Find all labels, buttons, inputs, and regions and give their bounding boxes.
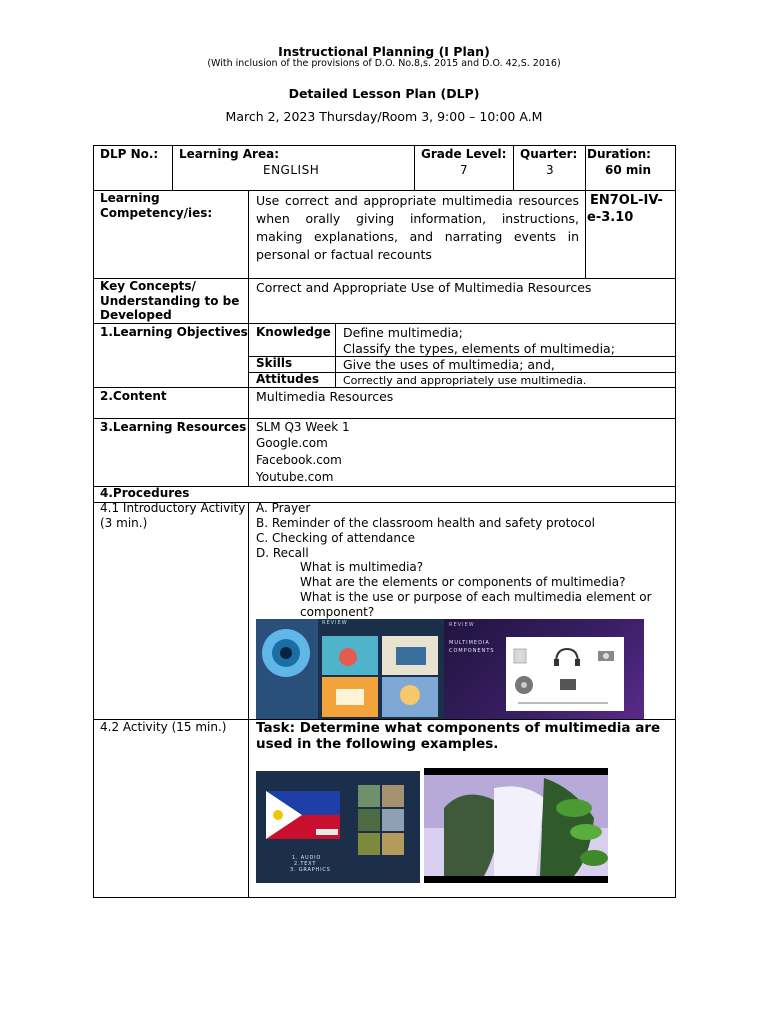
review-tag: REVIEW — [322, 620, 348, 626]
recall-question: component? — [300, 605, 375, 619]
competency-code-cell — [585, 190, 676, 279]
concepts-value-cell — [248, 278, 676, 324]
multimedia-components-slide — [444, 619, 644, 719]
resource-item: SLM Q3 Week 1 — [256, 420, 350, 434]
recall-question: What is the use or purpose of each multimedia element or — [300, 590, 652, 604]
review-slide-image — [256, 619, 444, 719]
intro-item: C. Checking of attendance — [256, 531, 415, 545]
waterfall-video-frame — [424, 768, 608, 883]
review-tag-2: REVIEW — [449, 622, 475, 628]
grade-level-value: 7 — [460, 163, 468, 177]
concepts-label-cell — [93, 278, 249, 324]
attitudes-value-cell — [335, 372, 676, 388]
competency-line-4: personal or factual recounts — [256, 247, 432, 262]
components-icons — [506, 637, 624, 711]
attitudes-value: Correctly and appropriately use multimedia. — [343, 374, 587, 387]
recall-question: What are the elements or components of multimedia? — [300, 575, 626, 589]
intro-time: (3 min.) — [100, 516, 148, 530]
slide-list-item: 2.TEXT — [294, 861, 317, 867]
competency-text-cell — [248, 190, 586, 279]
knowledge-value-2: Classify the types, elements of multimedia; — [343, 341, 615, 356]
duration-label: Duration: — [587, 147, 651, 161]
intro-content-cell — [248, 502, 676, 720]
activity-label-cell — [93, 719, 249, 898]
intro-item: D. Recall — [256, 546, 309, 560]
skills-label: Skills — [256, 356, 293, 370]
content-label: 2.Content — [100, 389, 167, 403]
knowledge-label-cell — [248, 323, 336, 357]
grade-level-label: Grade Level: — [421, 147, 507, 161]
knowledge-value-cell — [335, 323, 676, 357]
quarter-value: 3 — [546, 163, 554, 177]
plan-title: Instructional Planning (I Plan) — [278, 44, 490, 59]
competency-code-1: EN7OL-IV- — [590, 193, 663, 208]
resources-value-cell — [248, 418, 676, 487]
activity-content-cell — [248, 719, 676, 898]
quarter-label: Quarter: — [520, 147, 578, 161]
activity-label: 4.2 Activity (15 min.) — [100, 720, 227, 734]
resource-item: Youtube.com — [256, 470, 334, 484]
resources-label-cell — [93, 418, 249, 487]
skills-value: Give the uses of multimedia; and, — [343, 357, 555, 372]
competency-label: Learning Competency/ies: — [100, 191, 213, 220]
objectives-label-cell — [93, 323, 249, 388]
attitudes-label-cell — [248, 372, 336, 388]
skills-value-cell — [335, 356, 676, 373]
eye-illustration — [256, 619, 444, 719]
knowledge-value-1: Define multimedia; — [343, 325, 463, 340]
slide-list-item: 1. AUDIO — [292, 855, 322, 861]
grade-level-cell — [414, 145, 514, 191]
intro-item: A. Prayer — [256, 501, 311, 515]
waterfall-illustration — [424, 768, 608, 883]
competency-line-3: making explanations, and narrating events in — [256, 229, 579, 244]
competency-line-1: Use correct and appropriate multimedia resources — [256, 193, 579, 208]
content-label-cell — [93, 387, 249, 419]
duration-cell — [585, 145, 676, 191]
content-value: Multimedia Resources — [256, 389, 394, 404]
intro-label: 4.1 Introductory Activity — [100, 501, 246, 515]
resource-item: Facebook.com — [256, 453, 342, 467]
objectives-label: 1.Learning Objectives — [100, 325, 248, 339]
learning-area-cell — [172, 145, 415, 191]
competency-label-cell — [93, 190, 249, 279]
duration-value: 60 min — [605, 163, 652, 177]
date-line: March 2, 2023 Thursday/Room 3, 9:00 – 10:00 A.M — [225, 109, 543, 124]
slide-heading-1: MULTIMEDIA — [449, 640, 490, 646]
quarter-cell — [513, 145, 586, 191]
dlp-no-label: DLP No.: — [100, 147, 159, 161]
slide-list-item: 3. GRAPHICS — [290, 867, 331, 873]
concepts-value: Correct and Appropriate Use of Multimedia Resources — [256, 280, 592, 295]
dlp-title: Detailed Lesson Plan (DLP) — [288, 86, 480, 101]
task-line-2: used in the following examples. — [256, 736, 499, 752]
resources-label: 3.Learning Resources — [100, 420, 247, 434]
concepts-label: Key Concepts/ Understanding to be Developed — [100, 279, 240, 322]
attitudes-label: Attitudes — [256, 372, 320, 386]
competency-code-2: e-3.10 — [587, 210, 634, 225]
flag-slide-image — [256, 771, 420, 883]
intro-label-cell — [93, 502, 249, 720]
dlp-no-cell — [93, 145, 173, 191]
procedures-label: 4.Procedures — [100, 486, 190, 500]
slide-heading-2: COMPONENTS — [449, 648, 495, 654]
plan-subtitle: (With inclusion of the provisions of D.O. No.8,s. 2015 and D.O. 42,S. 2016) — [207, 58, 561, 69]
resource-item: Google.com — [256, 436, 328, 450]
recall-question: What is multimedia? — [300, 560, 424, 574]
intro-item: B. Reminder of the classroom health and safety protocol — [256, 516, 595, 530]
learning-area-label: Learning Area: — [179, 147, 280, 161]
learning-area-value: ENGLISH — [263, 163, 320, 177]
competency-line-2: when orally giving information, instructions, — [256, 211, 579, 226]
content-value-cell — [248, 387, 676, 419]
task-line-1: Task: Determine what components of multimedia are — [256, 720, 661, 736]
knowledge-label: Knowledge — [256, 325, 331, 339]
philippine-flag-illustration — [256, 771, 420, 883]
